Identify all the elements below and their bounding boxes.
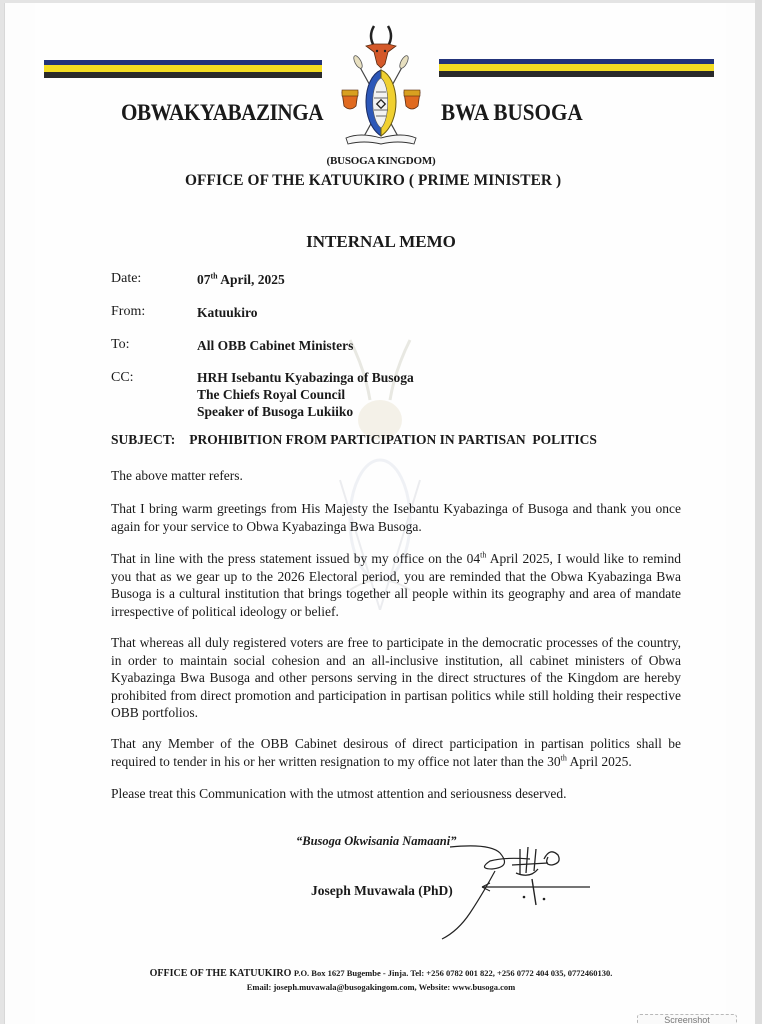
cc-value-3: Speaker of Busoga Lukiiko xyxy=(197,404,354,419)
paragraph-5-text-a: That any Member of the OBB Cabinet desirous of direct participation in partisan politics shall be required to tender in his or her written resignation to my office not later than the 30 xyxy=(111,736,681,769)
flag-stripe-right xyxy=(439,59,714,77)
screenshot-overlay-tab[interactable]: Screenshot xyxy=(637,1014,737,1024)
footer-address xyxy=(0,968,762,979)
letterhead-kingdom: (BUSOGA KINGDOM) xyxy=(326,155,436,167)
date-label: Date: xyxy=(111,271,142,286)
paragraph-3-text-b: April 2025, I would like to remind you that as we gear up to the 2026 Electoral period, you are reminded that the Obwa Kyabazinga Bwa Busoga is a cultural institution that brings together all people within its geography and area of mandate irrespective of political ideology or belief. xyxy=(111,551,682,619)
subject-line xyxy=(111,432,597,448)
paragraph-3-text-a: That in line with the press statement issued by my office on the 04 xyxy=(111,551,481,566)
signer-name: Joseph Muvawala (PhD) xyxy=(311,883,453,898)
paragraph-2: That I bring warm greetings from His Majesty the Isebantu Kyabazinga of Busoga and thank you once again for your service to Obwa Kyabazinga Bwa Busoga. xyxy=(111,501,681,534)
date-rest: April, 2025 xyxy=(217,272,285,287)
cc-value-2: The Chiefs Royal Council xyxy=(197,387,346,402)
footer-office: OFFICE OF THE KATUUKIRO xyxy=(149,968,292,979)
date-day: 07 xyxy=(197,272,211,287)
from-value: Katuukiro xyxy=(197,305,258,320)
paragraph-1: The above matter refers. xyxy=(111,468,243,483)
paragraph-5 xyxy=(111,735,681,770)
paragraph-3-sup: th xyxy=(480,550,487,560)
from-label: From: xyxy=(111,304,146,319)
paragraph-3 xyxy=(111,550,681,620)
to-value: All OBB Cabinet Ministers xyxy=(197,338,354,353)
footer-address-text: P.O. Box 1627 Bugembe - Jinja. Tel: +256 0782 001 822, +256 0772 404 035, 0772460130. xyxy=(293,968,613,978)
viewer-edge xyxy=(755,0,762,1024)
paragraph-5-text-b: April 2025. xyxy=(566,753,632,769)
paragraph-5-sup: th xyxy=(560,753,567,762)
date-suffix: th xyxy=(210,271,218,281)
letterhead-title-left: OBWAKYABAZINGA xyxy=(121,100,324,125)
paragraph-4: That whereas all duly registered voters are free to participate in the democratic processes of the country, in order to maintain social cohesion and an all-inclusive institution, all cabinet ministers of Obwa Kyabazinga Bwa Busoga and other persons serving in the direct structures of the Kingdom are hereby prohibited from direct promotion and participation in partisan politics while still holding their respective OBB portfolios. xyxy=(111,635,681,720)
letterhead-office: OFFICE OF THE KATUUKIRO ( PRIME MINISTER ) xyxy=(185,172,562,189)
subject-value: PROHIBITION FROM PARTICIPATION IN PARTISAN POLITICS xyxy=(189,432,597,447)
paragraph-6: Please treat this Communication with the utmost attention and seriousness deserved. xyxy=(111,786,567,801)
coat-of-arms-icon xyxy=(338,22,424,148)
subject-label: SUBJECT: xyxy=(111,432,176,447)
memo-title: INTERNAL MEMO xyxy=(306,232,456,251)
letterhead-title-right: BWA BUSOGA xyxy=(441,100,583,125)
flag-stripe-left xyxy=(44,60,322,78)
date-value xyxy=(197,271,285,288)
to-label: To: xyxy=(111,337,130,352)
kingdom-motto: “Busoga Okwisania Namaani” xyxy=(296,834,457,848)
footer-contact: Email: joseph.muvawala@busogakingom.com, Website: www.busoga.com xyxy=(246,982,516,992)
cc-value-1: HRH Isebantu Kyabazinga of Busoga xyxy=(197,370,414,385)
cc-label: CC: xyxy=(111,370,134,385)
